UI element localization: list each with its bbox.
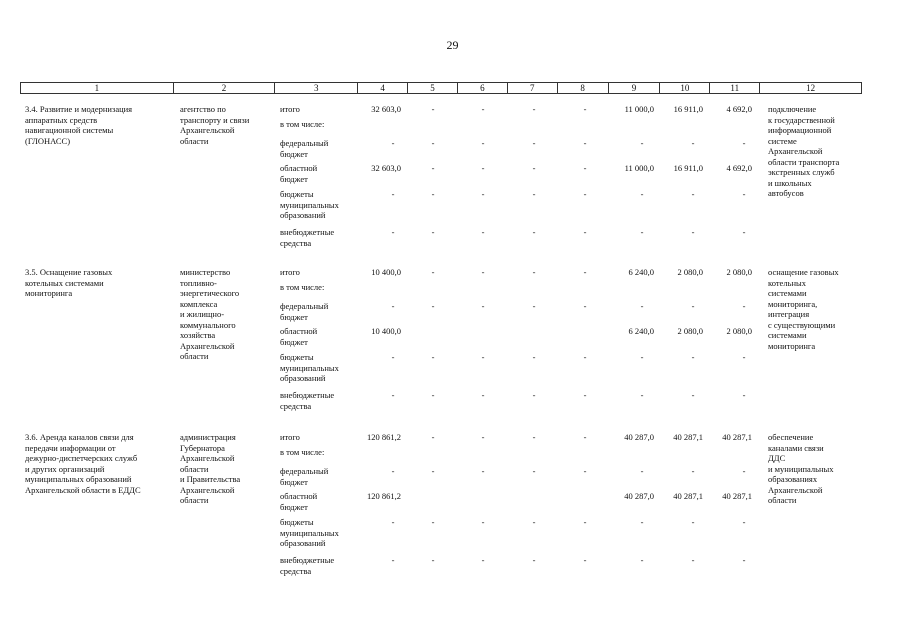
dash-col-9: - (640, 189, 644, 199)
value-col-10: 2 080,0 (677, 267, 703, 277)
dash-col-7: - (532, 352, 536, 362)
row-label: бюджеты муниципальных образований (280, 352, 339, 383)
value-col-9: 40 287,0 (624, 432, 654, 442)
dash-col-5: - (431, 390, 435, 400)
dash-col-4: - (391, 227, 395, 237)
dash-col-6: - (481, 189, 485, 199)
column-header-7: 7 (508, 83, 558, 93)
dash-col-10: - (691, 352, 695, 362)
dash-col-4: - (391, 138, 395, 148)
dash-col-5: - (431, 555, 435, 565)
value-col-4: 10 400,0 (371, 267, 401, 277)
value-col-10: 40 287,1 (673, 432, 703, 442)
dash-col-5: - (431, 104, 435, 114)
dash-col-11: - (742, 555, 746, 565)
dash-col-11: - (742, 301, 746, 311)
dash-col-7: - (532, 432, 536, 442)
row-label: бюджеты муниципальных образований (280, 517, 339, 548)
dash-col-9: - (640, 466, 644, 476)
dash-col-6: - (481, 138, 485, 148)
dash-col-7: - (532, 301, 536, 311)
measure-title: 3.6. Аренда каналов связи для передачи информации от дежурно-диспетчерских служб и других организаций муниципальных образований Архангельской области в ЕДДС (25, 432, 141, 495)
value-col-11: 2 080,0 (726, 267, 752, 277)
dash-col-11: - (742, 352, 746, 362)
dash-col-4: - (391, 352, 395, 362)
value-col-4: 120 861,2 (367, 491, 401, 501)
executor: министерство топливно- энергетического комплекса и жилищно- коммунального хозяйства Архангельской области (180, 267, 240, 361)
dash-col-8: - (583, 138, 587, 148)
dash-col-10: - (691, 555, 695, 565)
value-col-10: 16 911,0 (673, 104, 703, 114)
value-col-11: 40 287,1 (722, 491, 752, 501)
dash-col-6: - (481, 555, 485, 565)
dash-col-5: - (431, 517, 435, 527)
dash-col-11: - (742, 517, 746, 527)
dash-col-9: - (640, 390, 644, 400)
row-label: внебюджетные средства (280, 227, 335, 248)
dash-col-5: - (431, 138, 435, 148)
dash-col-6: - (481, 517, 485, 527)
dash-col-5: - (431, 432, 435, 442)
dash-col-6: - (481, 163, 485, 173)
dash-col-8: - (583, 517, 587, 527)
dash-col-5: - (431, 227, 435, 237)
dash-col-9: - (640, 352, 644, 362)
dash-col-6: - (481, 466, 485, 476)
row-label: в том числе: (280, 119, 325, 129)
column-header-9: 9 (609, 83, 661, 93)
dash-col-10: - (691, 138, 695, 148)
row-label: областной бюджет (280, 326, 318, 347)
value-col-10: 16 911,0 (673, 163, 703, 173)
page-number: 29 (446, 38, 459, 52)
value-col-4: 32 603,0 (371, 104, 401, 114)
dash-col-11: - (742, 227, 746, 237)
dash-col-9: - (640, 138, 644, 148)
dash-col-9: - (640, 517, 644, 527)
row-label: бюджеты муниципальных образований (280, 189, 339, 220)
dash-col-9: - (640, 227, 644, 237)
column-header-3: 3 (275, 83, 358, 93)
executor: администрация Губернатора Архангельской области и Правительства Архангельской области (180, 432, 241, 505)
column-header-8: 8 (558, 83, 609, 93)
value-col-10: 40 287,1 (673, 491, 703, 501)
result: обеспечение каналами связи ДДС и муниципальных образованиях Архангельской области (768, 432, 834, 505)
dash-col-8: - (583, 555, 587, 565)
result: подключение к государственной информационной системе Архангельской области транспорта экстренных служб и школьных автобусов (768, 104, 840, 198)
table-header (20, 82, 862, 94)
column-header-12: 12 (806, 83, 816, 93)
column-header-11: 11 (710, 83, 760, 93)
value-col-9: 11 000,0 (624, 104, 654, 114)
dash-col-10: - (691, 466, 695, 476)
row-label: в том числе: (280, 282, 325, 292)
value-col-9: 6 240,0 (628, 267, 654, 277)
dash-col-9: - (640, 301, 644, 311)
value-col-9: 11 000,0 (624, 163, 654, 173)
dash-col-4: - (391, 301, 395, 311)
dash-col-11: - (742, 466, 746, 476)
row-label: федеральный бюджет (280, 138, 329, 159)
column-header-4: 4 (358, 83, 408, 93)
dash-col-7: - (532, 517, 536, 527)
dash-col-7: - (532, 138, 536, 148)
dash-col-5: - (431, 163, 435, 173)
dash-col-5: - (431, 352, 435, 362)
column-header-5: 5 (408, 83, 458, 93)
value-col-11: 4 692,0 (726, 104, 752, 114)
value-col-4: 32 603,0 (371, 163, 401, 173)
dash-col-7: - (532, 390, 536, 400)
dash-col-8: - (583, 466, 587, 476)
dash-col-7: - (532, 267, 536, 277)
row-label: федеральный бюджет (280, 301, 329, 322)
dash-col-5: - (431, 189, 435, 199)
result: оснащение газовых котельных системами мониторинга, интеграция с существующими системами мониторинга (768, 267, 839, 351)
row-label: внебюджетные средства (280, 390, 335, 411)
dash-col-5: - (431, 301, 435, 311)
dash-col-4: - (391, 189, 395, 199)
dash-col-8: - (583, 189, 587, 199)
row-label: итого (280, 432, 300, 442)
dash-col-10: - (691, 301, 695, 311)
value-col-4: 10 400,0 (371, 326, 401, 336)
dash-col-7: - (532, 466, 536, 476)
row-label: в том числе: (280, 447, 325, 457)
dash-col-10: - (691, 189, 695, 199)
row-label: областной бюджет (280, 491, 318, 512)
dash-col-6: - (481, 227, 485, 237)
dash-col-8: - (583, 104, 587, 114)
dash-col-4: - (391, 555, 395, 565)
value-col-9: 40 287,0 (624, 491, 654, 501)
dash-col-5: - (431, 466, 435, 476)
value-col-11: 4 692,0 (726, 163, 752, 173)
dash-col-7: - (532, 104, 536, 114)
dash-col-8: - (583, 163, 587, 173)
dash-col-8: - (583, 390, 587, 400)
executor: агентство по транспорту и связи Архангельской области (180, 104, 250, 146)
dash-col-6: - (481, 267, 485, 277)
dash-col-10: - (691, 227, 695, 237)
dash-col-4: - (391, 390, 395, 400)
value-col-11: 2 080,0 (726, 326, 752, 336)
dash-col-7: - (532, 189, 536, 199)
dash-col-8: - (583, 352, 587, 362)
dash-col-4: - (391, 517, 395, 527)
dash-col-10: - (691, 517, 695, 527)
dash-col-6: - (481, 352, 485, 362)
row-label: областной бюджет (280, 163, 318, 184)
column-header-2: 2 (174, 83, 276, 93)
dash-col-8: - (583, 432, 587, 442)
row-label: внебюджетные средства (280, 555, 335, 576)
dash-col-7: - (532, 163, 536, 173)
dash-col-8: - (583, 227, 587, 237)
dash-col-6: - (481, 104, 485, 114)
dash-col-4: - (391, 466, 395, 476)
dash-col-7: - (532, 227, 536, 237)
dash-col-9: - (640, 555, 644, 565)
measure-title: 3.4. Развитие и модернизация аппаратных средств навигационной системы (ГЛОНАСС) (25, 104, 133, 146)
value-col-9: 6 240,0 (628, 326, 654, 336)
dash-col-8: - (583, 267, 587, 277)
dash-col-11: - (742, 390, 746, 400)
row-label: федеральный бюджет (280, 466, 329, 487)
dash-col-10: - (691, 390, 695, 400)
dash-col-5: - (431, 267, 435, 277)
dash-col-6: - (481, 390, 485, 400)
dash-col-6: - (481, 301, 485, 311)
dash-col-11: - (742, 138, 746, 148)
value-col-11: 40 287,1 (722, 432, 752, 442)
column-header-6: 6 (458, 83, 508, 93)
row-label: итого (280, 104, 300, 114)
dash-col-8: - (583, 301, 587, 311)
column-header-10: 10 (660, 83, 710, 93)
row-label: итого (280, 267, 300, 277)
value-col-10: 2 080,0 (677, 326, 703, 336)
dash-col-6: - (481, 432, 485, 442)
measure-title: 3.5. Оснащение газовых котельных системами мониторинга (25, 267, 113, 298)
value-col-4: 120 861,2 (367, 432, 401, 442)
dash-col-11: - (742, 189, 746, 199)
dash-col-7: - (532, 555, 536, 565)
column-header-1: 1 (21, 83, 174, 93)
